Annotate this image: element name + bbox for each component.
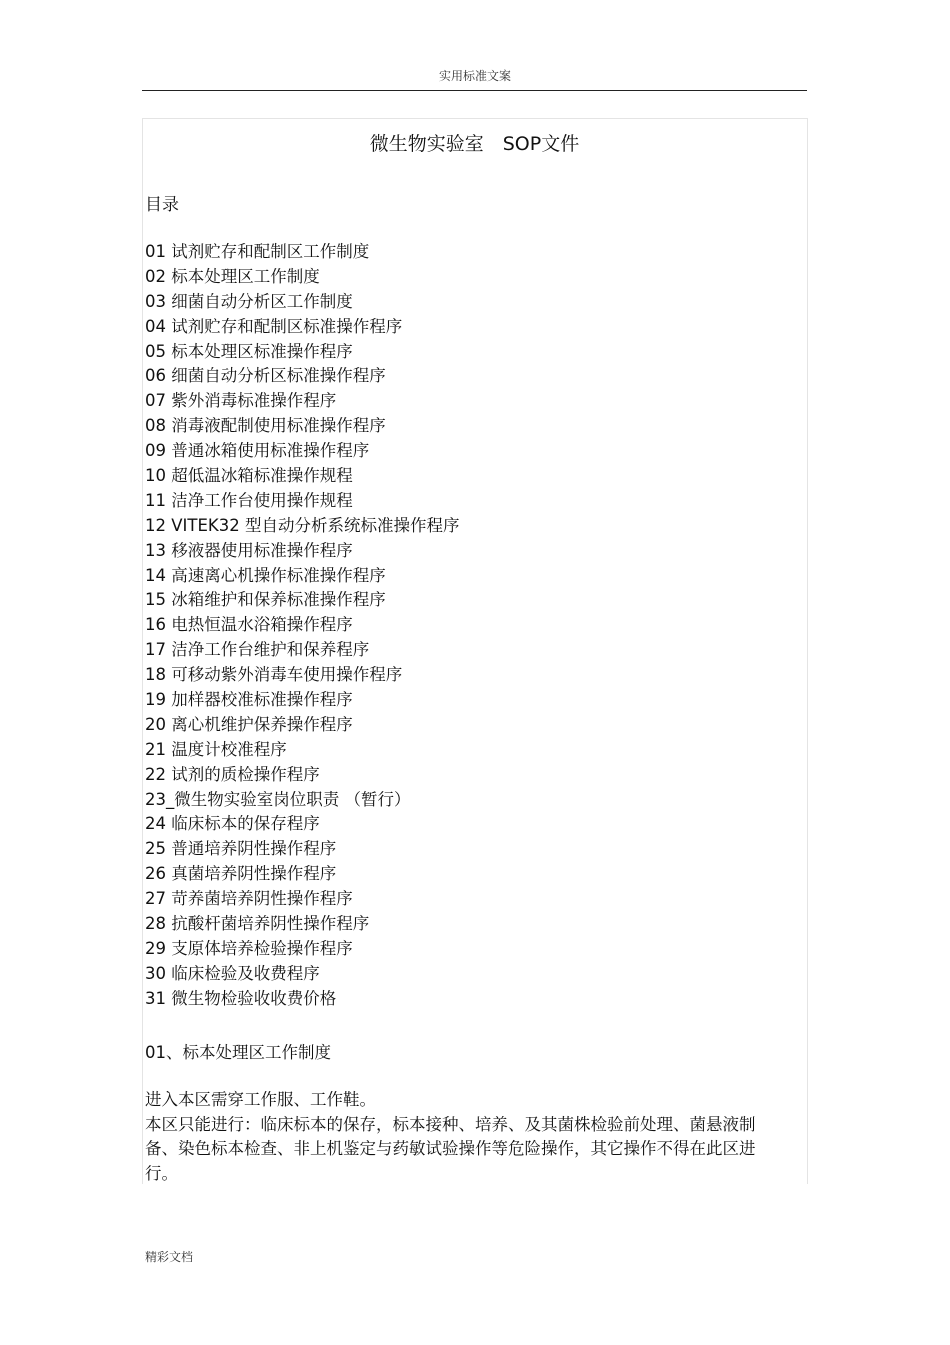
toc-item: 21 温度计校准程序 (145, 739, 287, 759)
toc-item: 30 临床检验及收费程序 (145, 963, 320, 983)
toc-item: 03 细菌自动分析区工作制度 (145, 291, 353, 311)
toc-item: 22 试剂的质检操作程序 (145, 764, 320, 784)
toc-item: 27 苛养菌培养阴性操作程序 (145, 889, 353, 909)
toc-item: 16 电热恒温水浴箱操作程序 (145, 615, 353, 635)
paragraph: 本区只能进行：临床标本的保存，标本接种、培养、及其菌株检验前处理、菌悬液制备、染色标本检查、非上机鉴定与药敏试验操作等危险操作，其它操作不得在此区进行。 (145, 1114, 756, 1183)
toc-item: 04 试剂贮存和配制区标准操作程序 (145, 316, 403, 336)
toc-item: 02 标本处理区工作制度 (145, 266, 320, 286)
toc-item: 25 普通培养阴性操作程序 (145, 839, 337, 859)
toc-item: 15 冰箱维护和保养标准操作程序 (145, 590, 386, 610)
header-divider (142, 90, 807, 91)
toc-item: 09 普通冰箱使用标准操作程序 (145, 441, 370, 461)
paragraph: 进入本区需穿工作服、工作鞋。 (145, 1090, 376, 1109)
section-body (145, 1088, 785, 1186)
toc-item: 11 洁净工作台使用操作规程 (145, 490, 353, 510)
toc-item: 05 标本处理区标准操作程序 (145, 341, 353, 361)
section-heading: 01、标本处理区工作制度 (145, 1043, 331, 1062)
toc-item: 28 抗酸杆菌培养阴性操作程序 (145, 914, 370, 934)
document-title: 微生物实验室 SOP文件 (369, 133, 580, 155)
toc-item: 06 细菌自动分析区标准操作程序 (145, 366, 386, 386)
toc-item: 14 高速离心机操作标准操作程序 (145, 565, 386, 585)
toc-item: 29 支原体培养检验操作程序 (145, 938, 353, 958)
toc-item: 24 临床标本的保存程序 (145, 814, 320, 834)
toc-item: 20 离心机维护保养操作程序 (145, 714, 353, 734)
page-footer-text: 精彩文档 (145, 1250, 194, 1264)
toc-item: 19 加样器校准标准操作程序 (145, 690, 353, 710)
toc-item: 23_微生物实验室岗位职责 （暂行） (145, 789, 411, 809)
toc-item: 01 试剂贮存和配制区工作制度 (145, 242, 370, 261)
toc-item: 26 真菌培养阴性操作程序 (145, 864, 337, 884)
toc-heading: 目录 (145, 195, 179, 215)
toc-item: 31 微生物检验收收费价格 (145, 988, 337, 1008)
toc-item: 17 洁净工作台维护和保养程序 (145, 640, 370, 660)
toc-item: 12 VITEK32 型自动分析系统标准操作程序 (145, 515, 460, 535)
toc-item: 13 移液器使用标准操作程序 (145, 540, 353, 560)
toc-item: 10 超低温冰箱标准操作规程 (145, 466, 353, 486)
toc-item: 07 紫外消毒标准操作程序 (145, 391, 337, 411)
toc-list (145, 240, 459, 1012)
page-header-text: 实用标准文案 (438, 69, 511, 83)
toc-item: 08 消毒液配制使用标准操作程序 (145, 416, 386, 436)
toc-item: 18 可移动紫外消毒车使用操作程序 (145, 665, 403, 685)
